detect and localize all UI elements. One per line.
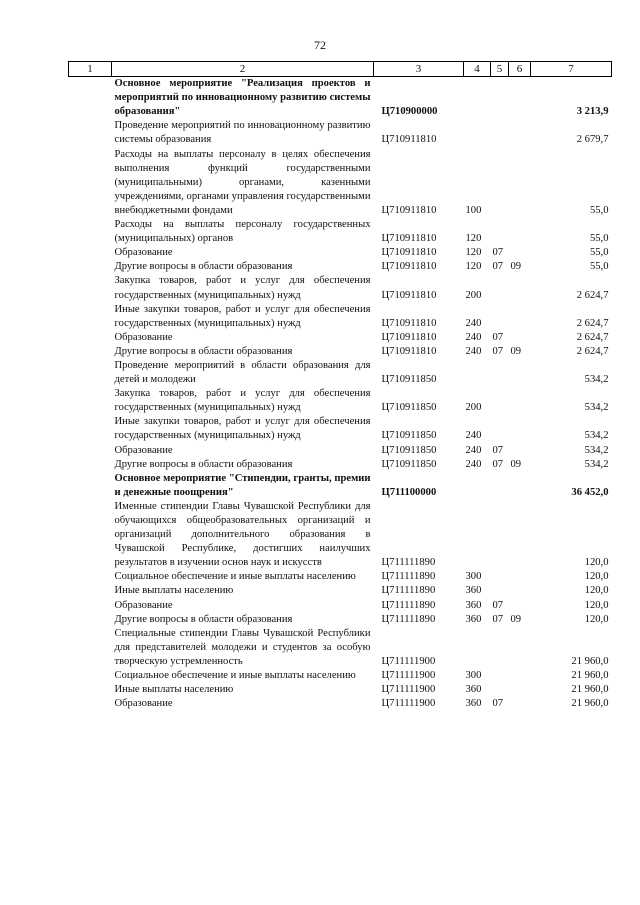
row-number-cell <box>69 584 112 598</box>
row-code-cell: Ц711111890 <box>381 599 436 611</box>
table-row <box>69 697 612 711</box>
table-row <box>69 148 612 218</box>
row-code-cell: Ц710911810 <box>381 261 437 273</box>
row-amount-cell: 2 624,7 <box>576 317 609 329</box>
row-section-cell <box>491 415 509 443</box>
row-code-cell: Ц711111900 <box>381 684 436 696</box>
row-expense-type-cell: 200 <box>465 402 482 414</box>
row-code-cell: Ц711111900 <box>381 655 436 667</box>
row-number-cell <box>69 260 112 274</box>
row-expense-type-cell: 240 <box>465 430 482 442</box>
row-code-cell: Ц710911810 <box>381 233 437 245</box>
row-section-cell <box>491 303 509 331</box>
row-name-cell: Иные закупки товаров, работ и услуг для обеспечения государственных (муниципальных) нужд <box>114 303 371 329</box>
row-subsection-cell <box>509 444 531 458</box>
table-row <box>69 331 612 345</box>
row-section-cell <box>491 218 509 246</box>
row-amount-cell: 534,2 <box>584 402 609 414</box>
row-name-cell: Социальное обеспечение и иные выплаты населению <box>114 670 356 682</box>
row-subsection-cell <box>509 246 531 260</box>
row-subsection-cell <box>509 359 531 387</box>
row-section-cell <box>491 669 509 683</box>
row-code-cell: Ц710911810 <box>381 134 437 146</box>
table-header <box>69 62 612 77</box>
row-subsection-cell <box>509 148 531 218</box>
row-section-cell: 07 <box>492 261 504 273</box>
row-number-cell <box>69 570 112 584</box>
row-name-cell: Расходы на выплаты персоналу государственных (муниципальных) органов <box>114 219 371 245</box>
table-row <box>69 627 612 669</box>
row-expense-type-cell: 360 <box>465 613 482 625</box>
row-name-cell: Проведение мероприятий по инновационному развитию системы образования <box>114 120 371 146</box>
row-section-cell <box>491 627 509 669</box>
row-expense-type-cell: 240 <box>465 444 482 456</box>
row-number-cell <box>69 627 112 669</box>
row-subsection-cell: 09 <box>510 345 522 357</box>
row-subsection-cell <box>509 387 531 415</box>
row-name-cell: Иные выплаты населению <box>114 585 234 597</box>
row-section-cell <box>491 683 509 697</box>
row-expense-type-cell: 240 <box>465 345 482 357</box>
row-amount-cell: 120,0 <box>584 585 609 597</box>
table-row <box>69 500 612 570</box>
table-row <box>69 260 612 274</box>
row-expense-type-cell <box>464 500 491 570</box>
row-name-cell: Другие вопросы в области образования <box>114 458 293 470</box>
row-code-cell: Ц710911850 <box>381 444 437 456</box>
row-name-cell: Иные закупки товаров, работ и услуг для обеспечения государственных (муниципальных) нужд <box>114 416 371 442</box>
row-expense-type-cell: 300 <box>465 670 482 682</box>
row-amount-cell: 21 960,0 <box>571 684 609 696</box>
row-amount-cell: 21 960,0 <box>571 670 609 682</box>
table-row <box>69 359 612 387</box>
row-code-cell: Ц710900000 <box>381 106 438 118</box>
row-amount-cell: 120,0 <box>584 571 609 583</box>
table-row <box>69 584 612 598</box>
row-name-cell: Иные выплаты населению <box>114 684 234 696</box>
table-row <box>69 613 612 627</box>
row-subsection-cell: 09 <box>510 613 522 625</box>
row-section-cell: 07 <box>492 458 504 470</box>
row-expense-type-cell <box>464 472 491 500</box>
row-amount-cell: 2 624,7 <box>576 331 609 343</box>
row-subsection-cell <box>509 472 531 500</box>
row-code-cell: Ц710911810 <box>381 345 437 357</box>
header-col-6: 6 <box>509 62 531 77</box>
row-number-cell <box>69 218 112 246</box>
row-expense-type-cell <box>464 119 491 147</box>
row-amount-cell: 55,0 <box>589 233 609 245</box>
row-subsection-cell <box>509 697 531 711</box>
row-amount-cell: 36 452,0 <box>571 486 609 498</box>
row-subsection-cell <box>509 500 531 570</box>
row-section-cell: 07 <box>492 444 504 456</box>
row-section-cell: 07 <box>492 345 504 357</box>
header-col-1: 1 <box>69 62 112 77</box>
row-number-cell <box>69 613 112 627</box>
row-subsection-cell <box>509 119 531 147</box>
row-section-cell <box>491 387 509 415</box>
row-section-cell: 07 <box>492 331 504 343</box>
row-amount-cell: 120,0 <box>584 599 609 611</box>
row-name-cell: Образование <box>114 247 173 259</box>
row-name-cell: Образование <box>114 331 173 343</box>
row-number-cell <box>69 303 112 331</box>
row-expense-type-cell: 120 <box>465 261 482 273</box>
row-name-cell: Другие вопросы в области образования <box>114 613 293 625</box>
row-amount-cell: 534,2 <box>584 458 609 470</box>
row-code-cell: Ц710911850 <box>381 430 437 442</box>
row-expense-type-cell: 300 <box>465 571 482 583</box>
row-expense-type-cell <box>464 77 491 120</box>
table-row <box>69 415 612 443</box>
header-col-3: 3 <box>374 62 464 77</box>
row-number-cell <box>69 148 112 218</box>
row-code-cell: Ц711111900 <box>381 698 436 710</box>
row-name-cell: Образование <box>114 444 173 456</box>
row-number-cell <box>69 359 112 387</box>
header-col-5: 5 <box>491 62 509 77</box>
table-row <box>69 218 612 246</box>
row-section-cell <box>491 472 509 500</box>
table-row <box>69 274 612 302</box>
row-section-cell: 07 <box>492 247 504 259</box>
row-expense-type-cell <box>464 359 491 387</box>
row-amount-cell: 55,0 <box>589 204 609 216</box>
row-number-cell <box>69 345 112 359</box>
row-name-cell: Расходы на выплаты персоналу в целях обеспечения выполнения функций государственными (муниципальными) органами, казенными учреждениями, органами управления государственными внебюджетными фондами <box>114 148 371 216</box>
table-row <box>69 345 612 359</box>
row-code-cell: Ц710911850 <box>381 458 437 470</box>
row-subsection-cell: 09 <box>510 458 522 470</box>
row-name-cell: Закупка товаров, работ и услуг для обеспечения государственных (муниципальных) нужд <box>114 388 371 414</box>
row-code-cell: Ц710911810 <box>381 204 437 216</box>
row-amount-cell: 21 960,0 <box>571 698 609 710</box>
row-amount-cell: 534,2 <box>584 374 609 386</box>
row-expense-type-cell: 120 <box>465 233 482 245</box>
table-row <box>69 683 612 697</box>
row-number-cell <box>69 669 112 683</box>
row-amount-cell: 534,2 <box>584 444 609 456</box>
row-amount-cell: 55,0 <box>589 261 609 273</box>
row-number-cell <box>69 599 112 613</box>
row-amount-cell: 120,0 <box>584 613 609 625</box>
row-code-cell: Ц711100000 <box>381 486 437 498</box>
row-expense-type-cell: 240 <box>465 317 482 329</box>
row-subsection-cell <box>509 570 531 584</box>
row-code-cell: Ц710911810 <box>381 317 437 329</box>
row-code-cell: Ц711111890 <box>381 613 436 625</box>
row-number-cell <box>69 458 112 472</box>
row-code-cell: Ц710911850 <box>381 374 437 386</box>
row-name-cell: Специальные стипендии Главы Чувашской Республики для представителей молодежи и студентов за особую творческую устремленность <box>114 627 371 667</box>
row-amount-cell: 55,0 <box>589 247 609 259</box>
row-code-cell: Ц710911810 <box>381 247 437 259</box>
row-expense-type-cell: 120 <box>465 247 482 259</box>
row-section-cell <box>491 274 509 302</box>
row-expense-type-cell: 360 <box>465 585 482 597</box>
budget-table <box>68 61 612 711</box>
header-row <box>69 62 612 77</box>
row-amount-cell: 2 679,7 <box>576 134 609 146</box>
row-section-cell <box>491 570 509 584</box>
row-number-cell <box>69 683 112 697</box>
row-subsection-cell <box>509 218 531 246</box>
table-row <box>69 246 612 260</box>
row-code-cell: Ц710911810 <box>381 331 437 343</box>
row-section-cell <box>491 148 509 218</box>
row-name-cell: Другие вопросы в области образования <box>114 345 293 357</box>
header-col-7: 7 <box>531 62 612 77</box>
row-number-cell <box>69 274 112 302</box>
row-number-cell <box>69 444 112 458</box>
row-expense-type-cell: 240 <box>465 458 482 470</box>
row-name-cell: Основное мероприятие "Реализация проектов и мероприятий по инновационному развитию системы образования" <box>114 78 371 118</box>
header-col-2: 2 <box>112 62 374 77</box>
row-subsection-cell <box>509 415 531 443</box>
row-number-cell <box>69 387 112 415</box>
row-subsection-cell <box>509 584 531 598</box>
row-section-cell <box>491 584 509 598</box>
row-subsection-cell <box>509 77 531 120</box>
row-number-cell <box>69 331 112 345</box>
row-subsection-cell <box>509 599 531 613</box>
table-body <box>69 77 612 712</box>
row-name-cell: Другие вопросы в области образования <box>114 261 293 273</box>
row-number-cell <box>69 500 112 570</box>
row-number-cell <box>69 415 112 443</box>
row-amount-cell: 3 213,9 <box>576 106 609 118</box>
row-expense-type-cell: 100 <box>465 204 482 216</box>
row-code-cell: Ц711111890 <box>381 557 436 569</box>
row-amount-cell: 534,2 <box>584 430 609 442</box>
row-number-cell <box>69 697 112 711</box>
row-subsection-cell <box>509 331 531 345</box>
row-code-cell: Ц711111900 <box>381 670 436 682</box>
row-section-cell: 07 <box>492 698 504 710</box>
table-row <box>69 444 612 458</box>
table-row <box>69 303 612 331</box>
table-row <box>69 472 612 500</box>
row-subsection-cell <box>509 669 531 683</box>
header-col-4: 4 <box>464 62 491 77</box>
row-section-cell <box>491 77 509 120</box>
row-name-cell: Социальное обеспечение и иные выплаты населению <box>114 571 356 583</box>
row-code-cell: Ц711111890 <box>381 585 436 597</box>
row-subsection-cell <box>509 274 531 302</box>
row-amount-cell: 21 960,0 <box>571 655 609 667</box>
row-subsection-cell <box>509 683 531 697</box>
row-name-cell: Основное мероприятие "Стипендии, гранты, премии и денежные поощрения" <box>114 472 371 498</box>
row-name-cell: Проведение мероприятий в области образования для детей и молодежи <box>114 359 371 386</box>
row-name-cell: Закупка товаров, работ и услуг для обеспечения государственных (муниципальных) нужд <box>114 275 371 301</box>
row-amount-cell: 120,0 <box>584 557 609 569</box>
row-section-cell: 07 <box>492 599 504 611</box>
row-name-cell: Именные стипендии Главы Чувашской Республики для обучающихся общеобразовательных организаций и организаций дополнительного образования в Чувашской Республике, достигших наилучших результатов в изучении основ наук и искусств <box>114 500 371 569</box>
row-number-cell <box>69 472 112 500</box>
row-expense-type-cell: 360 <box>465 684 482 696</box>
row-expense-type-cell: 360 <box>465 599 482 611</box>
row-expense-type-cell: 360 <box>465 698 482 710</box>
row-amount-cell: 2 624,7 <box>576 345 609 357</box>
row-expense-type-cell: 200 <box>465 289 482 301</box>
row-code-cell: Ц711111890 <box>381 571 436 583</box>
row-amount-cell: 2 624,7 <box>576 289 609 301</box>
table-row <box>69 119 612 147</box>
row-subsection-cell <box>509 303 531 331</box>
row-number-cell <box>69 246 112 260</box>
table-row <box>69 77 612 120</box>
row-section-cell <box>491 500 509 570</box>
table-row <box>69 599 612 613</box>
row-expense-type-cell <box>464 627 491 669</box>
row-code-cell: Ц710911810 <box>381 289 437 301</box>
row-subsection-cell: 09 <box>510 261 522 273</box>
table-row <box>69 458 612 472</box>
row-subsection-cell <box>509 627 531 669</box>
row-code-cell: Ц710911850 <box>381 402 437 414</box>
row-name-cell: Образование <box>114 698 173 710</box>
row-number-cell <box>69 77 112 120</box>
row-section-cell <box>491 119 509 147</box>
row-name-cell: Образование <box>114 599 173 611</box>
row-expense-type-cell: 240 <box>465 331 482 343</box>
row-section-cell <box>491 359 509 387</box>
row-number-cell <box>69 119 112 147</box>
table-row <box>69 570 612 584</box>
page-number: 72 <box>314 38 326 52</box>
table-row <box>69 669 612 683</box>
table-row <box>69 387 612 415</box>
row-section-cell: 07 <box>492 613 504 625</box>
